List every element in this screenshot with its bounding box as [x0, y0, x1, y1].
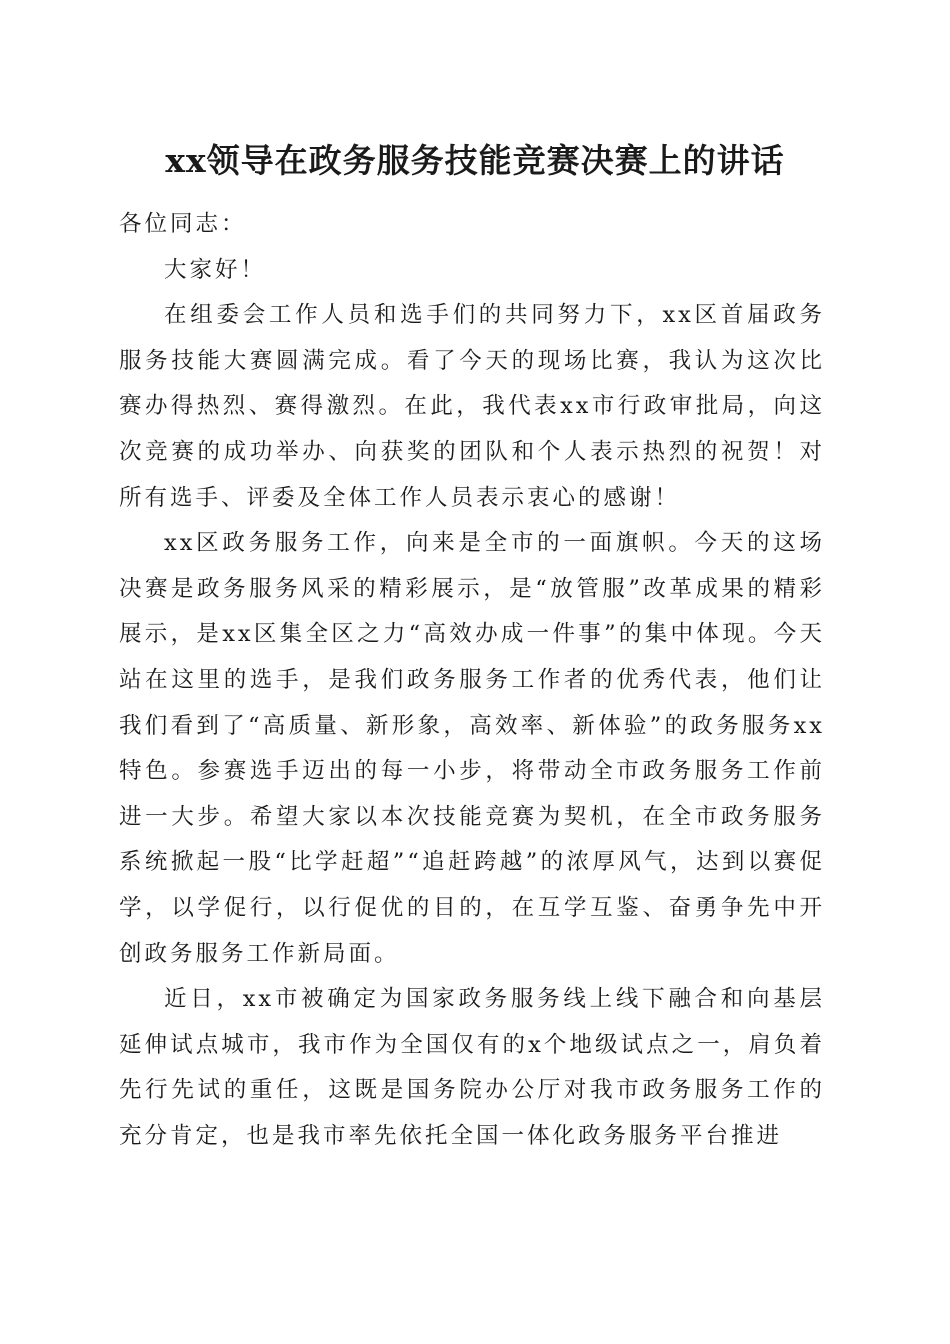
paragraph-2: xx区政务服务工作，向来是全市的一面旗帜。今天的这场决赛是政务服务风采的精彩展示，是“放管服”改革成果的精彩展示，是xx区集全区之力“高效办成一件事”的集中体现。今天站在这里的选手，是我们政务服务工作者的优秀代表，他们让我们看到了“高质量、新形象，高效率、新体验”的政务服务xx特色。参赛选手迈出的每一小步，将带动全市政务服务工作前进一大步。希望大家以本次技能竞赛为契机，在全市政务服务系统掀起一股“比学赶超”“追赶跨越”的浓厚风气，达到以赛促学，以学促行，以行促优的目的，在互学互鉴、奋勇争先中开创政务服务工作新局面。: [119, 530, 825, 967]
salutation: 各位同志：: [119, 211, 247, 237]
document-title: xx领导在政务服务技能竞赛决赛上的讲话: [165, 141, 785, 180]
paragraph-1: 在组委会工作人员和选手们的共同努力下，xx区首届政务服务技能大赛圆满完成。看了今天的现场比赛，我认为这次比赛办得热烈、赛得激烈。在此，我代表xx市行政审批局，向这次竞赛的成功举办、向获奖的团队和个人表示热烈的祝贺！对所有选手、评委及全体工作人员表示衷心的感谢！: [119, 302, 825, 511]
paragraph-3: 近日，xx市被确定为国家政务服务线上线下融合和向基层延伸试点城市，我市作为全国仅有的x个地级试点之一，肩负着先行先试的重任，这既是国务院办公厅对我市政务服务工作的充分肯定，也是我市率先依托全国一体化政务服务平台推进: [119, 986, 825, 1149]
greeting: 大家好！: [164, 256, 267, 283]
document-body: [119, 202, 825, 1159]
